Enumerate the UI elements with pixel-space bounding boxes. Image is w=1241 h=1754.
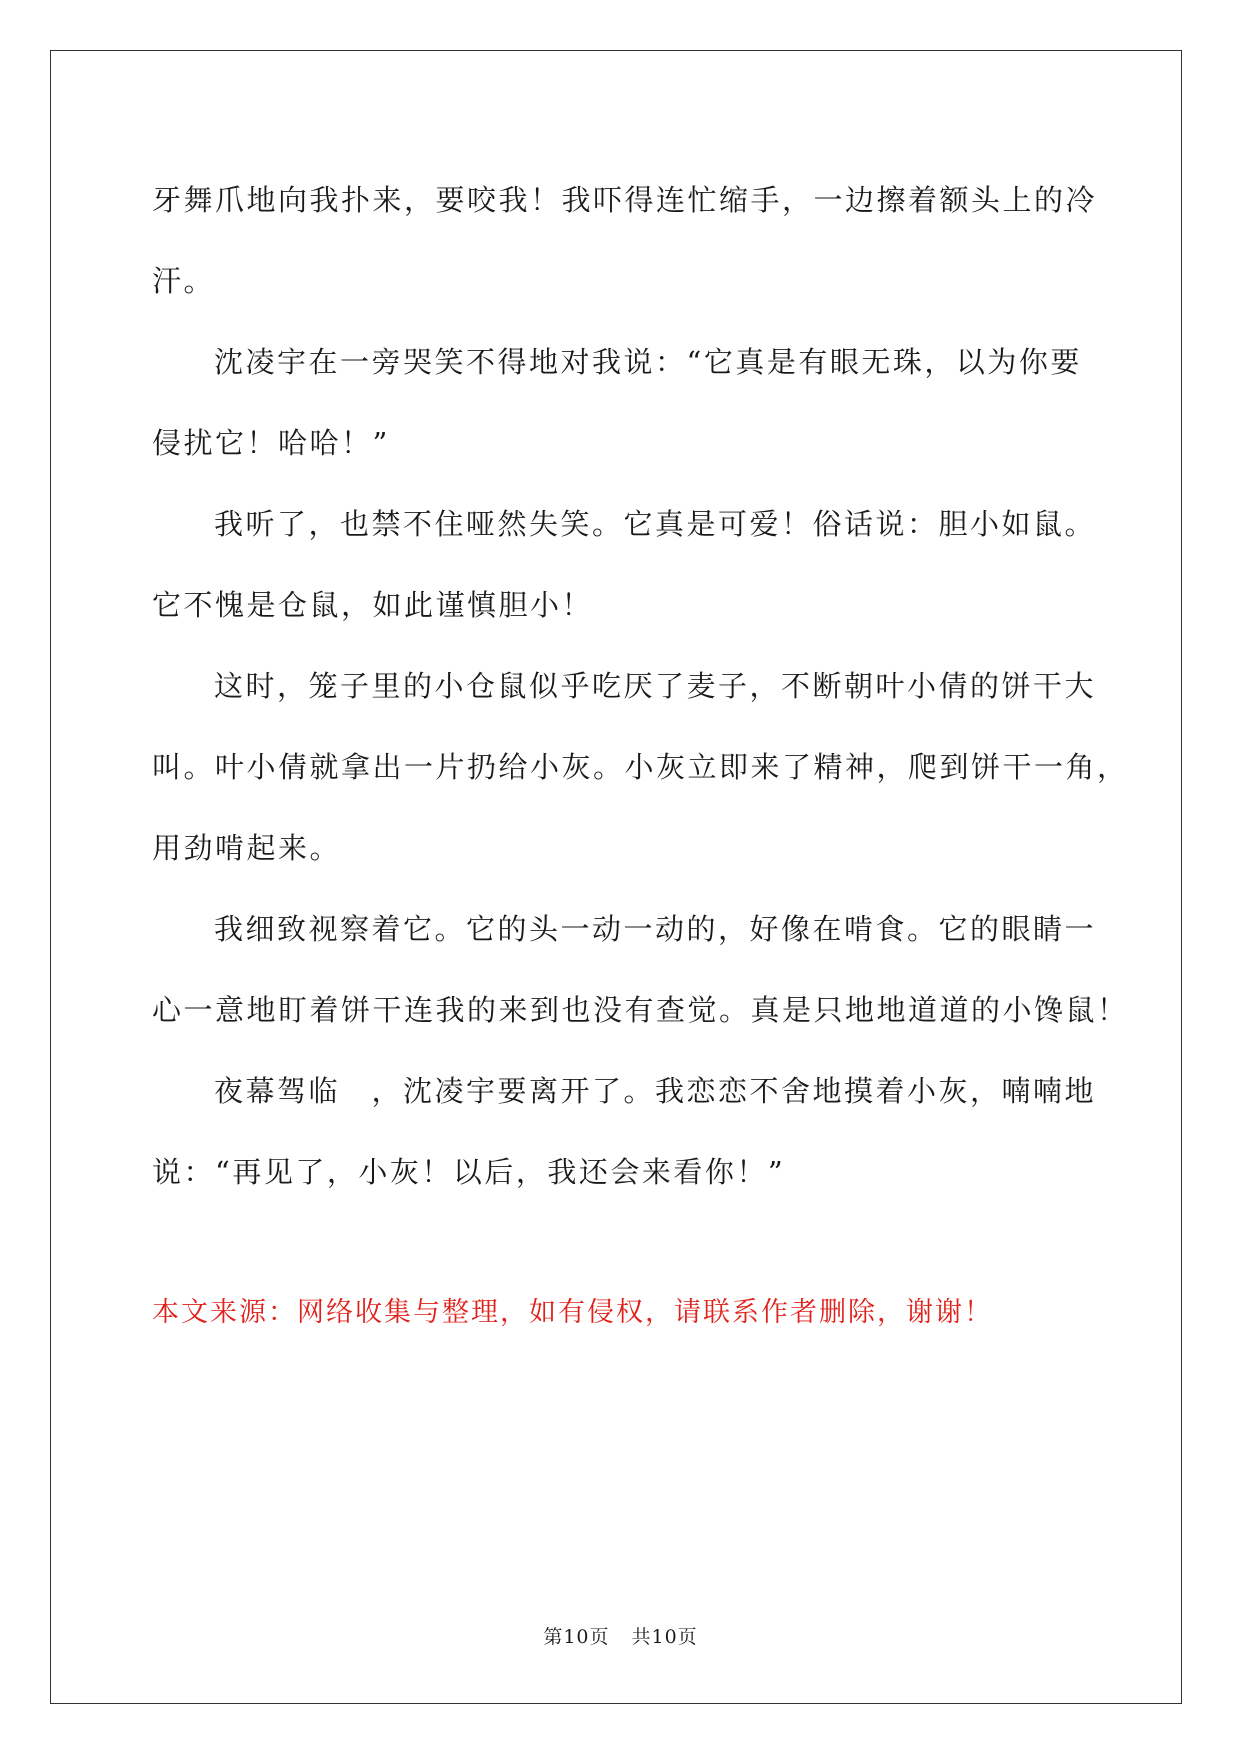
text-line: 侵扰它！哈哈！” <box>152 426 390 460</box>
paragraph <box>152 1051 1097 1213</box>
paragraph <box>152 646 1129 889</box>
text-line: 它不愧是仓鼠，如此谨慎胆小！ <box>152 588 594 622</box>
page-footer <box>0 1622 1241 1649</box>
text-line: 用劲啃起来。 <box>152 831 342 865</box>
source-note: 本文来源：网络收集与整理，如有侵权，请联系作者删除，谢谢！ <box>152 1297 993 1328</box>
page-total: 共10页 <box>631 1626 698 1648</box>
text-line: 心一意地盯着饼干连我的来到也没有查觉。真是只地地道道的小馋鼠！ <box>152 993 1129 1027</box>
text-line: 我细致视察着它。它的头一动一动的，好像在啃食。它的眼睛一 <box>214 912 1097 946</box>
page-number: 第10页 <box>543 1626 610 1648</box>
text-line: 沈凌宇在一旁哭笑不得地对我说：“它真是有眼无珠，以为你要 <box>214 345 1082 379</box>
text-line: 叫。叶小倩就拿出一片扔给小灰。小灰立即来了精神，爬到饼干一角， <box>152 750 1129 784</box>
text-line: 这时，笼子里的小仓鼠似乎吃厌了麦子，不断朝叶小倩的饼干大 <box>214 669 1097 703</box>
paragraph <box>152 889 1129 1051</box>
paragraph <box>152 484 1097 646</box>
paragraph <box>152 322 1092 484</box>
paragraph <box>152 160 1098 322</box>
document-body <box>152 160 1129 1213</box>
text-line: 牙舞爪地向我扑来，要咬我！我吓得连忙缩手，一边擦着额头上的冷 <box>152 183 1098 217</box>
text-line: 夜幕驾临 ，沈凌宇要离开了。我恋恋不舍地摸着小灰，喃喃地 <box>214 1074 1097 1108</box>
text-line: 我听了，也禁不住哑然失笑。它真是可爱！俗话说：胆小如鼠。 <box>214 507 1097 541</box>
text-line: 说：“再见了，小灰！以后，我还会来看你！” <box>152 1155 786 1189</box>
text-line: 汗。 <box>152 264 216 298</box>
